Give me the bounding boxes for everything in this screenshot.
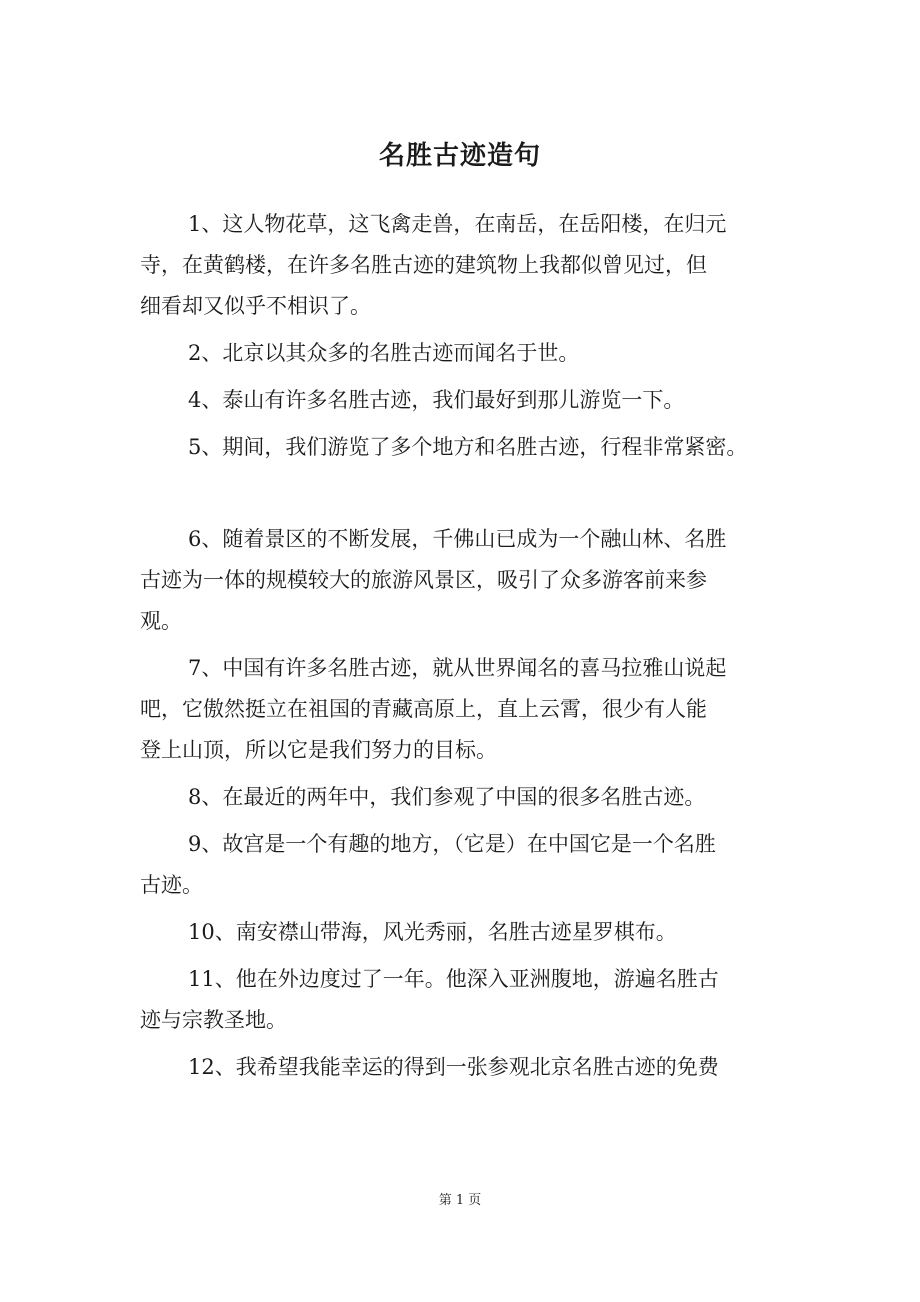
sentence-4 [140, 380, 790, 421]
document-body [140, 204, 790, 1094]
sentence-7-line-3: 登上山顶，所以它是我们努力的目标。 [140, 738, 497, 762]
sentence-8 [140, 777, 790, 818]
sentence-5 [140, 427, 790, 468]
sentence-1-line-3: 细看却又似乎不相识了。 [140, 294, 371, 318]
sentence-9-line-1: 9、故宫是一个有趣的地方，（它是）在中国它是一个名胜 [188, 832, 716, 856]
sentence-12 [140, 1047, 790, 1088]
document-title: 名胜古迹造句 [378, 141, 541, 171]
sentence-10 [140, 912, 790, 953]
sentence-6-line-1: 6、随着景区的不断发展，千佛山已成为一个融山林、名胜 [188, 527, 727, 551]
sentence-2 [140, 333, 790, 374]
sentence-11-line-2: 迹与宗教圣地。 [140, 1008, 287, 1032]
sentence-8-line-1: 8、在最近的两年中，我们参观了中国的很多名胜古迹。 [188, 785, 706, 809]
sentence-7-line-1: 7、中国有许多名胜古迹，就从世界闻名的喜马拉雅山说起 [188, 656, 727, 680]
sentence-1-line-1: 1、这人物花草，这飞禽走兽，在南岳，在岳阳楼，在归元 [188, 212, 727, 236]
sentence-10-line-1: 10、南安襟山带海，风光秀丽，名胜古迹星罗棋布。 [188, 920, 677, 944]
sentence-11-line-1: 11、他在外边度过了一年。他深入亚洲腹地，游遍名胜古 [188, 967, 719, 991]
sentence-9-line-2: 古迹。 [140, 873, 203, 897]
sentence-7 [140, 648, 790, 771]
sentence-1-line-2: 寺，在黄鹤楼，在许多名胜古迹的建筑物上我都似曾见过，但 [140, 253, 707, 277]
sentence-12-line-1: 12、我希望我能幸运的得到一张参观北京名胜古迹的免费 [188, 1055, 719, 1079]
sentence-9 [140, 824, 790, 906]
sentence-11 [140, 959, 790, 1041]
sentence-6 [140, 519, 790, 642]
sentence-6-line-2: 古迹为一体的规模较大的旅游风景区，吸引了众多游客前来参 [140, 568, 707, 592]
sentence-2-line-1: 2、北京以其众多的名胜古迹而闻名于世。 [188, 341, 580, 365]
page-number: 第 1 页 [438, 1193, 482, 1208]
sentence-5-line-1: 5、期间，我们游览了多个地方和名胜古迹，行程非常紧密。 [188, 435, 748, 459]
sentence-4-line-1: 4、泰山有许多名胜古迹，我们最好到那儿游览一下。 [188, 388, 685, 412]
sentence-7-line-2: 吧，它傲然挺立在祖国的青藏高原上，直上云霄，很少有人能 [140, 697, 707, 721]
sentence-6-line-3: 观。 [140, 609, 182, 633]
sentence-1 [140, 204, 790, 327]
